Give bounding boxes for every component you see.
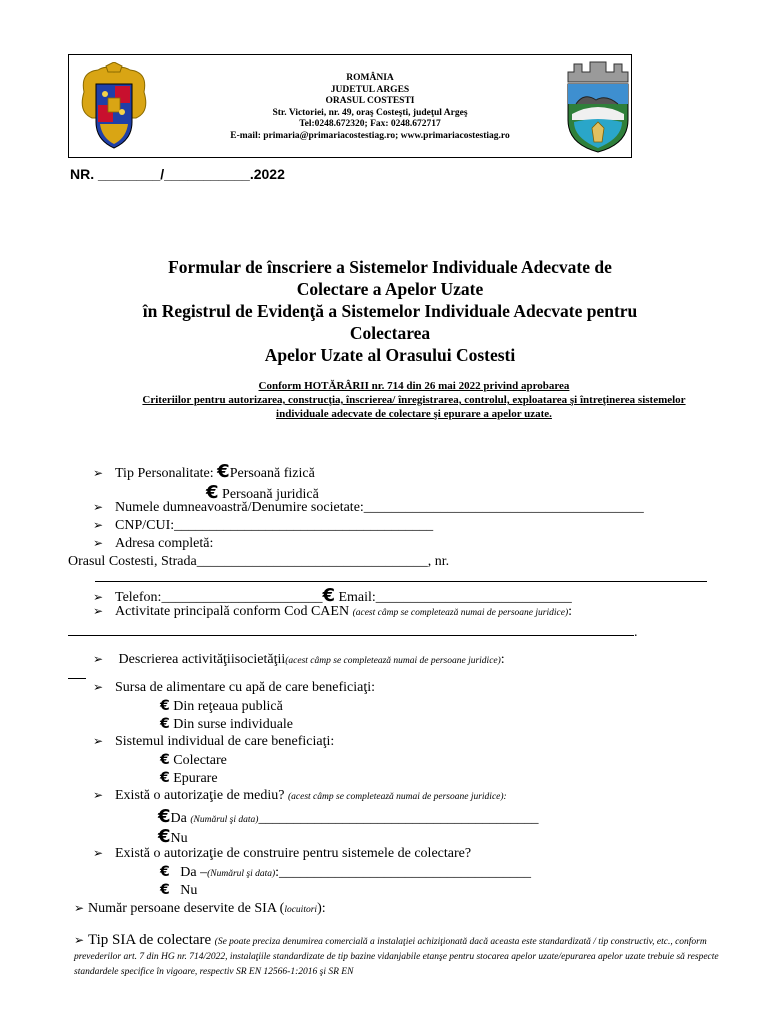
sistem-opt1-row — [160, 752, 227, 769]
arrow-bullet-icon: ➢ — [74, 933, 85, 947]
sistem-opt2-label: Epurare — [173, 771, 218, 786]
constr-da-note: (Numărul şi data) — [207, 869, 276, 879]
descriere-label: Descrierea activităţiisocietăţii — [118, 652, 286, 667]
sistemul-label: Sistemul individual de care beneficiaţi: — [115, 734, 335, 749]
header-line-email: E-mail: primaria@primariacostestiag.ro; www.primariacostestiag.ro — [230, 130, 510, 141]
constr-da-label: Da – — [180, 865, 208, 880]
arrow-bullet-icon: ➢ — [93, 652, 104, 666]
header-line-town: ORASUL COSTESTI — [325, 96, 415, 106]
header-address — [200, 73, 540, 142]
sistem-opt1-label: Colectare — [173, 753, 227, 768]
descriere-fill-line[interactable] — [68, 678, 86, 679]
activitate-note: (acest câmp se completează numai de persoane juridice) — [352, 608, 569, 618]
email-field[interactable]: Email:____________________________ — [338, 590, 572, 605]
sistem-opt2-row — [160, 770, 218, 787]
checkbox-mediu-da[interactable]: € — [158, 806, 171, 827]
romania-coat-of-arms-icon — [78, 62, 150, 150]
checkbox-colectare[interactable]: € — [160, 752, 170, 768]
autorizatie-constr-row — [93, 846, 471, 862]
arrow-bullet-icon: ➢ — [93, 590, 104, 604]
title-line: Colectarea — [349, 323, 431, 343]
title-line: Apelor Uzate al Orasului Costesti — [264, 345, 516, 365]
numele-row — [93, 500, 644, 516]
sursa-opt2-row — [160, 716, 293, 733]
sistemul-row — [93, 734, 334, 750]
arrow-bullet-icon: ➢ — [93, 518, 104, 532]
sursa-opt1-label: Din reţeaua publică — [173, 699, 283, 714]
arrow-bullet-icon: ➢ — [93, 500, 104, 514]
euro-glyph-icon: € — [322, 585, 335, 606]
telefon-field[interactable]: Telefon:_______________________ — [115, 590, 323, 605]
conform-line: Conform HOTĂRÂRII nr. 714 din 26 mai 2022 privind aprobarea — [258, 380, 570, 392]
mediu-da-field[interactable]: ________________________________________ — [258, 811, 539, 826]
autorizatie-mediu-row — [93, 788, 507, 804]
descriere-colon: : — [500, 652, 505, 667]
cnp-field[interactable]: CNP/CUI:_____________________________________ — [115, 518, 434, 533]
numar-persoane-note: locuitori — [284, 905, 318, 915]
constr-nu-label: Nu — [180, 883, 198, 898]
numar-persoane-label: Număr persoane deservite de SIA ( — [88, 901, 285, 916]
tip-sia-note: (Se poate preciza denumirea comercială a instalaţiei achiziţionată dacă aceasta este standardizată / tip constructiv, etc., conform prevederilor art. 7 din HG nr. 714/2022, instalaţiile standardizate de tip bazine vidanjabile etanşe pentru stocarea apelor uzate/epurarea apelor uzate trebuie să respecte standardele specifice în vigoare, respectiv SR EN 12566-1:2016 şi SR EN — [74, 937, 719, 977]
address-continuation-line[interactable] — [95, 581, 707, 582]
header-line-county: JUDETUL ARGES — [330, 84, 410, 95]
checkbox-surse-individuale[interactable]: € — [160, 716, 170, 732]
arrow-bullet-icon: ➢ — [93, 846, 104, 860]
legal-reference — [60, 379, 768, 421]
activitate-fill-line[interactable] — [68, 635, 634, 636]
constr-da-field[interactable]: :____________________________________ — [275, 865, 532, 880]
mediu-nu-row — [158, 826, 188, 847]
descriere-row — [93, 652, 505, 668]
constr-nu-row — [160, 882, 197, 899]
numar-persoane-row — [74, 901, 326, 917]
sursa-opt2-label: Din surse individuale — [173, 717, 294, 732]
header-line-phone: Tel:0248.672320; Fax: 0248.672717 — [299, 119, 441, 129]
telefon-email-row — [93, 585, 572, 606]
title-line: Colectare a Apelor Uzate — [296, 279, 484, 299]
checkbox-persoana-fizica[interactable]: € — [217, 461, 230, 482]
conform-line: Criteriilor pentru autorizarea, construcţia, înscrierea/ înregistrarea, controlul, exploatarea şi întreţinerea sistemelor — [142, 394, 686, 406]
checkbox-retea-publica[interactable]: € — [160, 698, 170, 714]
activitate-period: . — [634, 625, 638, 640]
mediu-nu-label: Nu — [170, 831, 188, 846]
sursa-opt1-row — [160, 698, 283, 715]
registration-number[interactable]: NR. ________/___________.2022 — [70, 166, 285, 182]
arrow-bullet-icon: ➢ — [93, 604, 104, 618]
tip-sia-label: Tip SIA de colectare — [88, 932, 212, 948]
autorizatie-mediu-note: (acest câmp se completează numai de persoane juridice): — [288, 792, 507, 802]
conform-line: individuale adecvate de colectare şi epurare a apelor uzate. — [276, 408, 552, 420]
checkbox-mediu-nu[interactable]: € — [158, 826, 171, 847]
sursa-row — [93, 680, 375, 696]
arrow-bullet-icon: ➢ — [93, 734, 104, 748]
persoana-fizica-label: Persoană fizică — [229, 466, 315, 481]
adresa-label: Adresa completă: — [115, 536, 214, 551]
tip-personalitate-row — [93, 461, 315, 482]
activitate-label: Activitate principală conform Cod CAEN — [115, 604, 350, 619]
arrow-bullet-icon: ➢ — [74, 901, 85, 915]
checkbox-persoana-juridica[interactable]: € — [206, 482, 219, 503]
checkbox-constr-da[interactable]: € — [160, 864, 170, 880]
mediu-da-row — [158, 806, 538, 827]
numele-field[interactable]: Numele dumneavoastră/Denumire societate:________________________________________ — [115, 500, 644, 515]
autorizatie-mediu-label: Există o autorizaţie de mediu? — [115, 788, 285, 803]
title-line: în Registrul de Evidenţă a Sistemelor Individuale Adecvate pentru — [142, 301, 638, 321]
header-line-street: Str. Victoriei, nr. 49, oraş Costeşti, judeţul Argeş — [272, 107, 468, 118]
sursa-label: Sursa de alimentare cu apă de care beneficiaţi: — [115, 680, 376, 695]
activitate-colon: : — [568, 604, 572, 619]
autorizatie-constr-label: Există o autorizaţie de construire pentru sistemele de colectare? — [115, 846, 472, 861]
persoana-juridica-label: Persoană juridică — [222, 487, 319, 502]
mediu-da-label: Da — [170, 811, 187, 826]
descriere-note: (acest câmp se completează numai de persoane juridice) — [285, 656, 501, 666]
arrow-bullet-icon: ➢ — [93, 788, 104, 802]
form-title — [120, 256, 660, 366]
cnp-row — [93, 518, 433, 534]
tip-personalitate-label: Tip Personalitate: — [115, 466, 214, 481]
header-line-country: ROMÂNIA — [346, 73, 394, 83]
costesti-coat-of-arms-icon — [562, 56, 634, 154]
checkbox-constr-nu[interactable]: € — [160, 882, 170, 898]
constr-da-row — [160, 864, 531, 881]
arrow-bullet-icon: ➢ — [93, 536, 104, 550]
numar-persoane-field[interactable]: ): — [317, 901, 326, 916]
activitate-row — [93, 604, 572, 620]
arrow-bullet-icon: ➢ — [93, 466, 104, 480]
checkbox-epurare[interactable]: € — [160, 770, 170, 786]
arrow-bullet-icon: ➢ — [93, 680, 104, 694]
adresa-row — [93, 536, 213, 552]
mediu-da-note: (Numărul şi data) — [190, 815, 259, 825]
title-line: Formular de înscriere a Sistemelor Individuale Adecvate de — [168, 257, 612, 277]
strada-field[interactable]: Orasul Costesti, Strada_________________________________, nr. — [68, 554, 450, 569]
tip-sia-row — [74, 934, 736, 979]
